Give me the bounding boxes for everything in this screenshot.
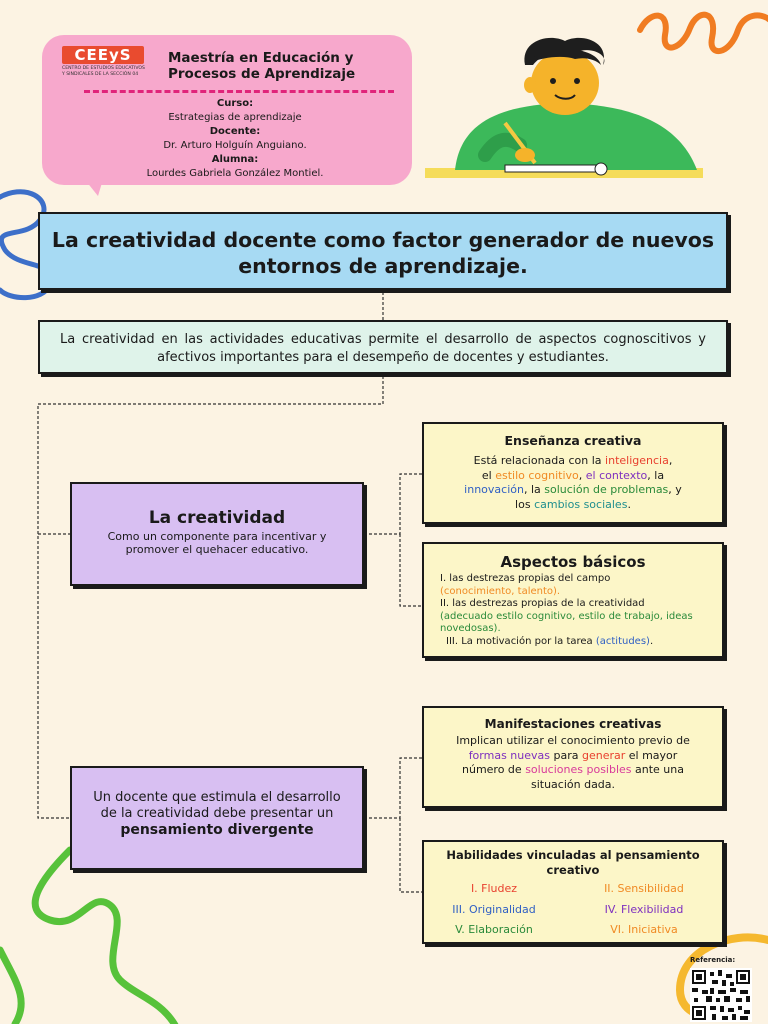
habilidad-fluidez: I. Fludez [470,882,518,895]
text-fragment: situación dada. [530,777,616,791]
text-fragment: para [550,748,582,762]
keyword-solucion-problemas: solución de problemas [544,483,669,496]
teacher-label: Docente: [209,126,261,137]
text-fragment: los [515,497,535,511]
keyword-estilo-cognitivo: estilo cognitivo [495,468,579,482]
aspecto-item-3-detail: (actitudes) [595,635,650,647]
text-fragment: ante una [631,763,684,776]
logo-mark: CEEyS [62,46,144,64]
text-fragment: el [481,468,496,482]
keyword-formas-nuevas: formas nuevas [468,748,550,762]
text-fragment: III. La motivación por la tarea [446,635,596,647]
ensenanza-creativa-card [422,422,724,524]
habilidades-title: Habilidades vinculadas al pensamiento creativo [446,848,700,877]
intro-statement: La creatividad en las actividades educativas permite el desarrollo de aspectos cognoscitivos y afectivos importantes para el desempeño de docentes y estudiantes. [38,320,728,374]
keyword-soluciones-posibles: soluciones posibles [525,763,632,776]
creatividad-text: Como un componente para incentivar y promover el quehacer educativo. [107,530,327,556]
header-divider [84,90,394,97]
aspecto-item-3 [440,636,712,649]
keyword-innovacion: innovación [464,483,524,496]
institution-logo [62,46,146,86]
habilidad-iniciativa: VI. Iniciativa [610,923,678,936]
main-title: La creatividad docente como factor generador de nuevos entornos de aprendizaje. [38,212,728,290]
program-title: Maestría en Educación y Procesos de Aprendizaje [168,50,356,82]
aspectos-list [440,573,712,648]
text-fragment: , y [668,483,682,496]
text-fragment: . [649,635,654,647]
text-fragment: número de [462,763,526,776]
student-value: Lourdes Gabriela González Montiel. [146,168,324,179]
habilidad-originalidad: III. Originalidad [452,903,536,916]
aspecto-item-2-detail: (adecuado estilo cognitivo, estilo de trabajo, ideas novedosas). [440,610,693,634]
keyword-contexto: el contexto [585,468,648,482]
creatividad-card [70,482,364,586]
docente-statement: Un docente que estimula el desarrollo de la creatividad debe presentar un [93,790,341,821]
creatividad-title: La creatividad [148,508,286,528]
course-value: Estrategias de aprendizaje [168,112,302,123]
aspecto-item-1: I. las destrezas propias del campo [440,573,611,584]
pensamiento-divergente: pensamiento divergente [120,822,314,838]
text-fragment: , la [647,468,665,482]
text-fragment: el mayor [625,748,678,762]
aspectos-basicos-card [422,542,724,658]
manifestaciones-text [440,734,706,792]
docente-text [92,790,342,839]
manifestaciones-title: Manifestaciones creativas [484,717,662,731]
student-writing-illustration [425,35,725,185]
docente-card [70,766,364,870]
keyword-cambios-sociales: cambios sociales [534,497,628,511]
text-fragment: , [668,454,673,467]
course-label: Curso: [216,98,254,109]
aspecto-item-2: II. las destrezas propias de la creatividad [440,598,645,609]
text-fragment: , [578,468,586,482]
qr-code-icon[interactable] [690,968,752,1022]
habilidades-card [422,840,724,944]
habilidad-elaboracion: V. Elaboración [455,923,533,936]
manifestaciones-creativas-card [422,706,724,808]
text-fragment: Implican utilizar el conocimiento previo de [456,734,690,747]
text-fragment: . [627,497,631,511]
keyword-inteligencia: inteligencia [605,454,669,467]
reference-label: Referencia: [690,956,736,964]
text-fragment: , la [523,483,545,496]
teacher-value: Dr. Arturo Holguín Anguiano. [163,140,307,151]
text-fragment: Está relacionada con la [473,454,606,467]
habilidad-flexibilidad: IV. Flexibilidad [604,903,684,916]
keyword-generar: generar [581,748,626,762]
ensenanza-text [438,454,708,512]
aspecto-item-1-detail: (conocimiento, talento). [440,585,561,597]
ensenanza-title: Enseñanza creativa [504,433,642,448]
logo-subtext: CENTRO DE ESTUDIOS EDUCATIVOS Y SINDICALES DE LA SECCIÓN 04 [62,66,145,77]
aspectos-title: Aspectos básicos [500,553,646,571]
habilidad-sensibilidad: II. Sensibilidad [604,882,684,895]
student-label: Alumna: [211,154,259,165]
